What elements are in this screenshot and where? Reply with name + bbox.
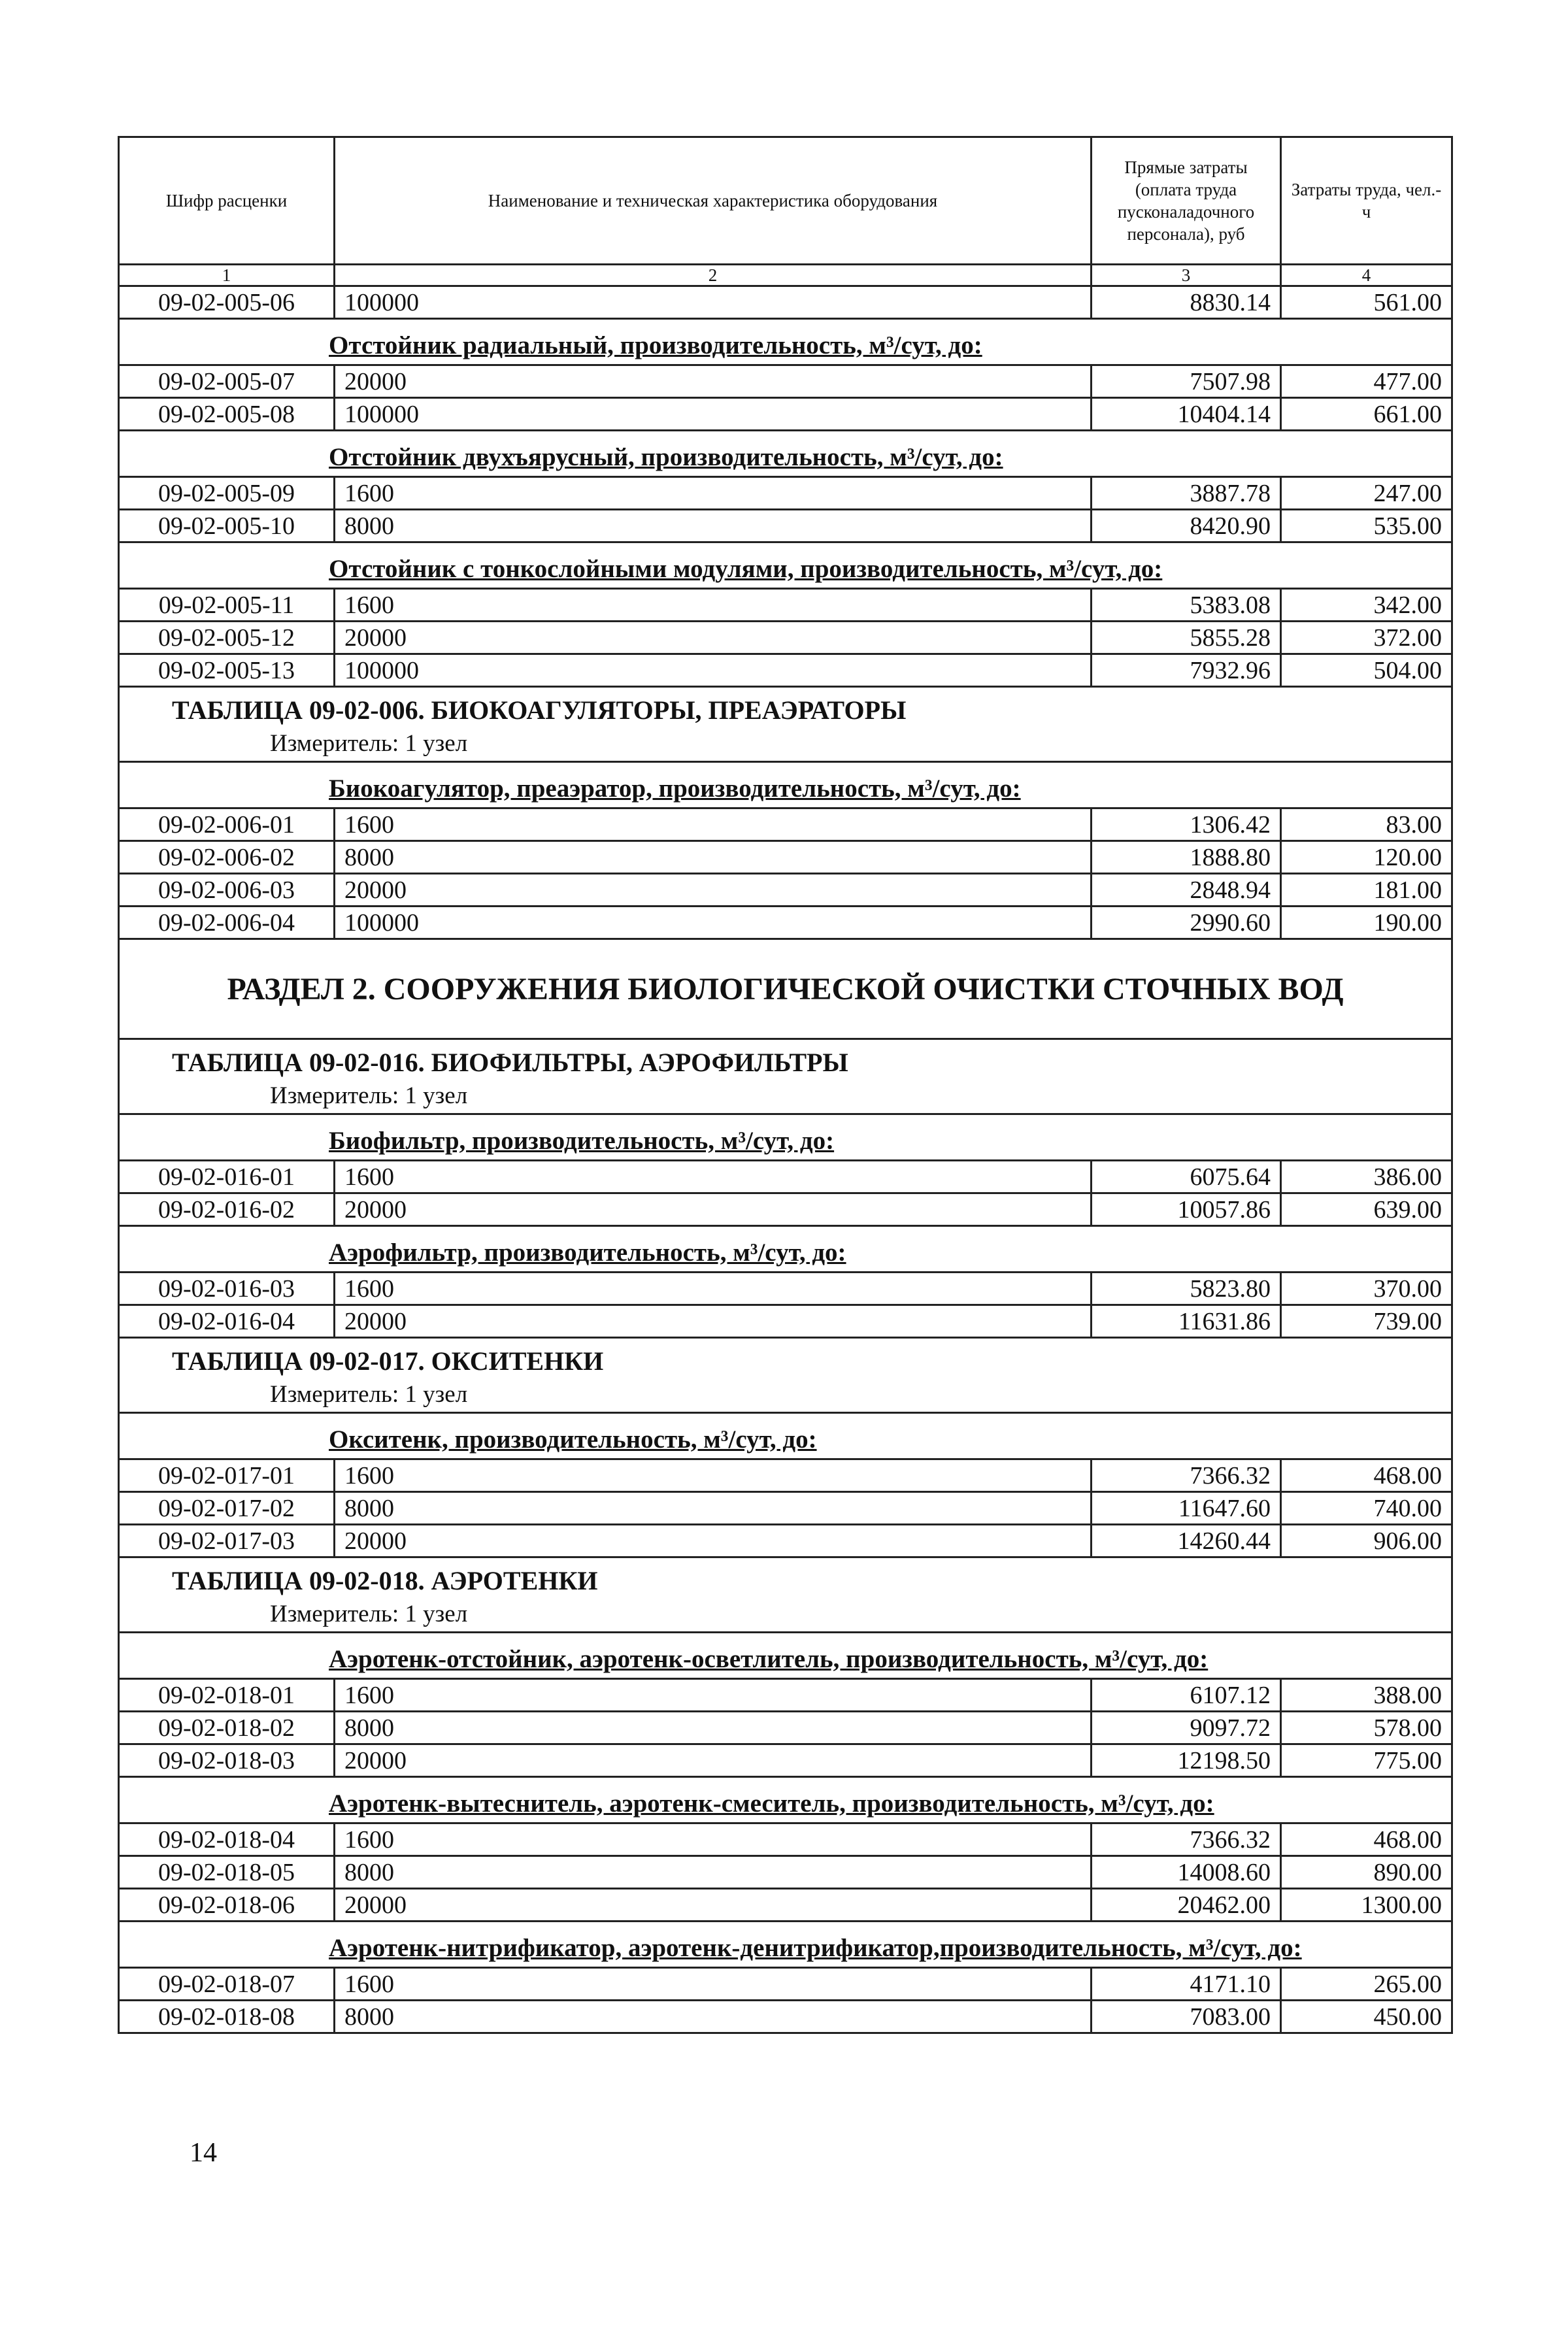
direct-cost-value: 10057.86 bbox=[1092, 1193, 1281, 1226]
section-title: РАЗДЕЛ 2. СООРУЖЕНИЯ БИОЛОГИЧЕСКОЙ ОЧИСТКИ СТОЧНЫХ ВОД bbox=[119, 939, 1452, 1039]
labor-cost-value: 1300.00 bbox=[1281, 1889, 1452, 1922]
capacity-value: 1600 bbox=[335, 1273, 1092, 1305]
capacity-value: 1600 bbox=[335, 1679, 1092, 1712]
rate-code: 09-02-005-11 bbox=[119, 589, 335, 622]
subgroup-row bbox=[119, 1413, 1452, 1459]
subgroup-title: Биокоагулятор, преаэратор, производительность, м³/сут, до: bbox=[329, 774, 1021, 803]
labor-cost-value: 190.00 bbox=[1281, 907, 1452, 939]
subgroup-cell bbox=[119, 1633, 1452, 1679]
table-row bbox=[119, 477, 1452, 510]
subgroup-cell bbox=[119, 1777, 1452, 1823]
direct-cost-value: 6107.12 bbox=[1092, 1679, 1281, 1712]
subgroup-row bbox=[119, 1922, 1452, 1968]
direct-cost-value: 7083.00 bbox=[1092, 2001, 1281, 2033]
subgroup-title: Аэрофильтр, производительность, м³/сут, до: bbox=[329, 1239, 846, 1267]
rate-code: 09-02-016-01 bbox=[119, 1161, 335, 1193]
rate-code: 09-02-018-04 bbox=[119, 1823, 335, 1856]
measure-row bbox=[119, 1078, 1452, 1114]
rate-code: 09-02-017-02 bbox=[119, 1492, 335, 1525]
header-name: Наименование и техническая характеристика оборудования bbox=[335, 137, 1092, 265]
subgroup-title: Биофильтр, производительность, м³/сут, до: bbox=[329, 1127, 835, 1155]
direct-cost-value: 7507.98 bbox=[1092, 365, 1281, 398]
rate-code: 09-02-006-03 bbox=[119, 874, 335, 907]
table-row bbox=[119, 1525, 1452, 1557]
direct-cost-value: 4171.10 bbox=[1092, 1968, 1281, 2001]
capacity-value: 1600 bbox=[335, 1823, 1092, 1856]
subgroup-row bbox=[119, 431, 1452, 477]
subgroup-cell bbox=[119, 431, 1452, 477]
rate-code: 09-02-018-06 bbox=[119, 1889, 335, 1922]
table-row bbox=[119, 365, 1452, 398]
rate-code: 09-02-005-08 bbox=[119, 398, 335, 431]
labor-cost-value: 639.00 bbox=[1281, 1193, 1452, 1226]
subgroup-title: Аэротенк-нитрификатор, аэротенк-денитрификатор,производительность, м³/сут, до: bbox=[329, 1934, 1302, 1962]
rate-code: 09-02-017-03 bbox=[119, 1525, 335, 1557]
direct-cost-value: 6075.64 bbox=[1092, 1161, 1281, 1193]
subgroup-cell bbox=[119, 1413, 1452, 1459]
table-title-row bbox=[119, 1039, 1452, 1078]
rate-code: 09-02-018-01 bbox=[119, 1679, 335, 1712]
table-row bbox=[119, 1889, 1452, 1922]
rate-code: 09-02-005-09 bbox=[119, 477, 335, 510]
subgroup-cell bbox=[119, 762, 1452, 808]
subgroup-cell bbox=[119, 1922, 1452, 1968]
subgroup-title: Отстойник двухъярусный, производительность, м³/сут, до: bbox=[329, 443, 1003, 471]
subgroup-title: Аэротенк-вытеснитель, аэротенк-смеситель, производительность, м³/сут, до: bbox=[329, 1789, 1214, 1818]
labor-cost-value: 450.00 bbox=[1281, 2001, 1452, 2033]
subgroup-row bbox=[119, 1633, 1452, 1679]
labor-cost-value: 370.00 bbox=[1281, 1273, 1452, 1305]
labor-cost-value: 477.00 bbox=[1281, 365, 1452, 398]
column-number: 2 bbox=[335, 265, 1092, 286]
direct-cost-value: 11647.60 bbox=[1092, 1492, 1281, 1525]
price-table-sheet bbox=[118, 136, 1451, 2034]
header-direct-costs: Прямые затраты (оплата труда пусконаладочного персонала), руб bbox=[1092, 137, 1281, 265]
labor-cost-value: 775.00 bbox=[1281, 1744, 1452, 1777]
direct-cost-value: 5823.80 bbox=[1092, 1273, 1281, 1305]
direct-cost-value: 2848.94 bbox=[1092, 874, 1281, 907]
table-body bbox=[119, 286, 1452, 2033]
capacity-value: 8000 bbox=[335, 1492, 1092, 1525]
subgroup-cell bbox=[119, 319, 1452, 365]
table-title: ТАБЛИЦА 09-02-018. АЭРОТЕНКИ bbox=[119, 1557, 1452, 1597]
subgroup-title: Аэротенк-отстойник, аэротенк-осветлитель, производительность, м³/сут, до: bbox=[329, 1645, 1209, 1673]
direct-cost-value: 2990.60 bbox=[1092, 907, 1281, 939]
capacity-value: 20000 bbox=[335, 1193, 1092, 1226]
capacity-value: 1600 bbox=[335, 477, 1092, 510]
capacity-value: 8000 bbox=[335, 2001, 1092, 2033]
table-row bbox=[119, 907, 1452, 939]
table-title: ТАБЛИЦА 09-02-006. БИОКОАГУЛЯТОРЫ, ПРЕАЭРАТОРЫ bbox=[119, 687, 1452, 726]
capacity-value: 100000 bbox=[335, 398, 1092, 431]
subgroup-title: Окситенк, производительность, м³/сут, до: bbox=[329, 1425, 817, 1454]
table-title: ТАБЛИЦА 09-02-017. ОКСИТЕНКИ bbox=[119, 1338, 1452, 1377]
capacity-value: 20000 bbox=[335, 874, 1092, 907]
direct-cost-value: 5383.08 bbox=[1092, 589, 1281, 622]
rate-code: 09-02-005-06 bbox=[119, 286, 335, 319]
table-row bbox=[119, 1273, 1452, 1305]
header-row bbox=[119, 137, 1452, 265]
labor-cost-value: 247.00 bbox=[1281, 477, 1452, 510]
rate-code: 09-02-006-01 bbox=[119, 808, 335, 841]
measure-unit: Измеритель: 1 узел bbox=[119, 725, 1452, 762]
table-row bbox=[119, 1161, 1452, 1193]
direct-cost-value: 20462.00 bbox=[1092, 1889, 1281, 1922]
page-number: 14 bbox=[190, 2138, 217, 2168]
subgroup-title: Отстойник с тонкослойными модулями, производительность, м³/сут, до: bbox=[329, 555, 1163, 583]
rate-code: 09-02-005-13 bbox=[119, 654, 335, 687]
capacity-value: 20000 bbox=[335, 365, 1092, 398]
table-row bbox=[119, 1679, 1452, 1712]
table-row bbox=[119, 589, 1452, 622]
column-number: 3 bbox=[1092, 265, 1281, 286]
price-table bbox=[118, 136, 1453, 2034]
direct-cost-value: 1306.42 bbox=[1092, 808, 1281, 841]
rate-code: 09-02-016-02 bbox=[119, 1193, 335, 1226]
labor-cost-value: 83.00 bbox=[1281, 808, 1452, 841]
column-number-row bbox=[119, 265, 1452, 286]
rate-code: 09-02-017-01 bbox=[119, 1459, 335, 1492]
subgroup-cell bbox=[119, 1226, 1452, 1273]
subgroup-row bbox=[119, 542, 1452, 589]
capacity-value: 20000 bbox=[335, 1889, 1092, 1922]
table-row bbox=[119, 808, 1452, 841]
capacity-value: 1600 bbox=[335, 589, 1092, 622]
subgroup-cell bbox=[119, 542, 1452, 589]
subgroup-row bbox=[119, 1114, 1452, 1161]
labor-cost-value: 120.00 bbox=[1281, 841, 1452, 874]
labor-cost-value: 906.00 bbox=[1281, 1525, 1452, 1557]
table-row bbox=[119, 1823, 1452, 1856]
labor-cost-value: 890.00 bbox=[1281, 1856, 1452, 1889]
labor-cost-value: 578.00 bbox=[1281, 1712, 1452, 1744]
subgroup-row bbox=[119, 1226, 1452, 1273]
table-row bbox=[119, 1712, 1452, 1744]
capacity-value: 20000 bbox=[335, 622, 1092, 654]
labor-cost-value: 372.00 bbox=[1281, 622, 1452, 654]
column-number: 4 bbox=[1281, 265, 1452, 286]
labor-cost-value: 739.00 bbox=[1281, 1305, 1452, 1338]
rate-code: 09-02-006-04 bbox=[119, 907, 335, 939]
labor-cost-value: 342.00 bbox=[1281, 589, 1452, 622]
capacity-value: 1600 bbox=[335, 1161, 1092, 1193]
labor-cost-value: 468.00 bbox=[1281, 1823, 1452, 1856]
subgroup-row bbox=[119, 762, 1452, 808]
direct-cost-value: 5855.28 bbox=[1092, 622, 1281, 654]
capacity-value: 8000 bbox=[335, 510, 1092, 542]
table-row bbox=[119, 510, 1452, 542]
labor-cost-value: 504.00 bbox=[1281, 654, 1452, 687]
rate-code: 09-02-016-03 bbox=[119, 1273, 335, 1305]
capacity-value: 8000 bbox=[335, 1712, 1092, 1744]
direct-cost-value: 3887.78 bbox=[1092, 477, 1281, 510]
subgroup-row bbox=[119, 1777, 1452, 1823]
column-number: 1 bbox=[119, 265, 335, 286]
direct-cost-value: 10404.14 bbox=[1092, 398, 1281, 431]
direct-cost-value: 9097.72 bbox=[1092, 1712, 1281, 1744]
table-row bbox=[119, 622, 1452, 654]
direct-cost-value: 1888.80 bbox=[1092, 841, 1281, 874]
labor-cost-value: 181.00 bbox=[1281, 874, 1452, 907]
capacity-value: 20000 bbox=[335, 1525, 1092, 1557]
labor-cost-value: 561.00 bbox=[1281, 286, 1452, 319]
capacity-value: 100000 bbox=[335, 654, 1092, 687]
section-title-row bbox=[119, 939, 1452, 1039]
rate-code: 09-02-018-05 bbox=[119, 1856, 335, 1889]
header-labor-costs: Затраты труда, чел.-ч bbox=[1281, 137, 1452, 265]
table-row bbox=[119, 874, 1452, 907]
table-row bbox=[119, 286, 1452, 319]
measure-unit: Измеритель: 1 узел bbox=[119, 1376, 1452, 1413]
table-title-row bbox=[119, 1557, 1452, 1597]
table-row bbox=[119, 398, 1452, 431]
measure-unit: Измеритель: 1 узел bbox=[119, 1596, 1452, 1633]
table-row bbox=[119, 1193, 1452, 1226]
rate-code: 09-02-005-07 bbox=[119, 365, 335, 398]
table-title-row bbox=[119, 687, 1452, 726]
subgroup-title: Отстойник радиальный, производительность, м³/сут, до: bbox=[329, 331, 982, 359]
labor-cost-value: 468.00 bbox=[1281, 1459, 1452, 1492]
rate-code: 09-02-005-12 bbox=[119, 622, 335, 654]
capacity-value: 20000 bbox=[335, 1744, 1092, 1777]
capacity-value: 100000 bbox=[335, 286, 1092, 319]
subgroup-row bbox=[119, 319, 1452, 365]
labor-cost-value: 661.00 bbox=[1281, 398, 1452, 431]
table-row bbox=[119, 1492, 1452, 1525]
labor-cost-value: 740.00 bbox=[1281, 1492, 1452, 1525]
table-row bbox=[119, 1305, 1452, 1338]
direct-cost-value: 11631.86 bbox=[1092, 1305, 1281, 1338]
direct-cost-value: 14260.44 bbox=[1092, 1525, 1281, 1557]
capacity-value: 100000 bbox=[335, 907, 1092, 939]
measure-row bbox=[119, 1596, 1452, 1633]
capacity-value: 1600 bbox=[335, 1459, 1092, 1492]
measure-row bbox=[119, 1376, 1452, 1413]
rate-code: 09-02-018-08 bbox=[119, 2001, 335, 2033]
direct-cost-value: 8420.90 bbox=[1092, 510, 1281, 542]
labor-cost-value: 265.00 bbox=[1281, 1968, 1452, 2001]
rate-code: 09-02-018-02 bbox=[119, 1712, 335, 1744]
capacity-value: 8000 bbox=[335, 841, 1092, 874]
table-title-row bbox=[119, 1338, 1452, 1377]
capacity-value: 1600 bbox=[335, 808, 1092, 841]
labor-cost-value: 388.00 bbox=[1281, 1679, 1452, 1712]
labor-cost-value: 535.00 bbox=[1281, 510, 1452, 542]
direct-cost-value: 12198.50 bbox=[1092, 1744, 1281, 1777]
measure-unit: Измеритель: 1 узел bbox=[119, 1078, 1452, 1114]
direct-cost-value: 7366.32 bbox=[1092, 1823, 1281, 1856]
direct-cost-value: 7366.32 bbox=[1092, 1459, 1281, 1492]
subgroup-cell bbox=[119, 1114, 1452, 1161]
labor-cost-value: 386.00 bbox=[1281, 1161, 1452, 1193]
rate-code: 09-02-006-02 bbox=[119, 841, 335, 874]
measure-row bbox=[119, 725, 1452, 762]
table-row bbox=[119, 2001, 1452, 2033]
rate-code: 09-02-016-04 bbox=[119, 1305, 335, 1338]
table-row bbox=[119, 1744, 1452, 1777]
table-row bbox=[119, 1459, 1452, 1492]
capacity-value: 1600 bbox=[335, 1968, 1092, 2001]
direct-cost-value: 7932.96 bbox=[1092, 654, 1281, 687]
rate-code: 09-02-018-07 bbox=[119, 1968, 335, 2001]
table-row bbox=[119, 1968, 1452, 2001]
rate-code: 09-02-005-10 bbox=[119, 510, 335, 542]
table-row bbox=[119, 654, 1452, 687]
table-row bbox=[119, 1856, 1452, 1889]
table-title: ТАБЛИЦА 09-02-016. БИОФИЛЬТРЫ, АЭРОФИЛЬТРЫ bbox=[119, 1039, 1452, 1078]
table-row bbox=[119, 841, 1452, 874]
rate-code: 09-02-018-03 bbox=[119, 1744, 335, 1777]
direct-cost-value: 14008.60 bbox=[1092, 1856, 1281, 1889]
direct-cost-value: 8830.14 bbox=[1092, 286, 1281, 319]
capacity-value: 20000 bbox=[335, 1305, 1092, 1338]
header-code: Шифр расценки bbox=[119, 137, 335, 265]
capacity-value: 8000 bbox=[335, 1856, 1092, 1889]
